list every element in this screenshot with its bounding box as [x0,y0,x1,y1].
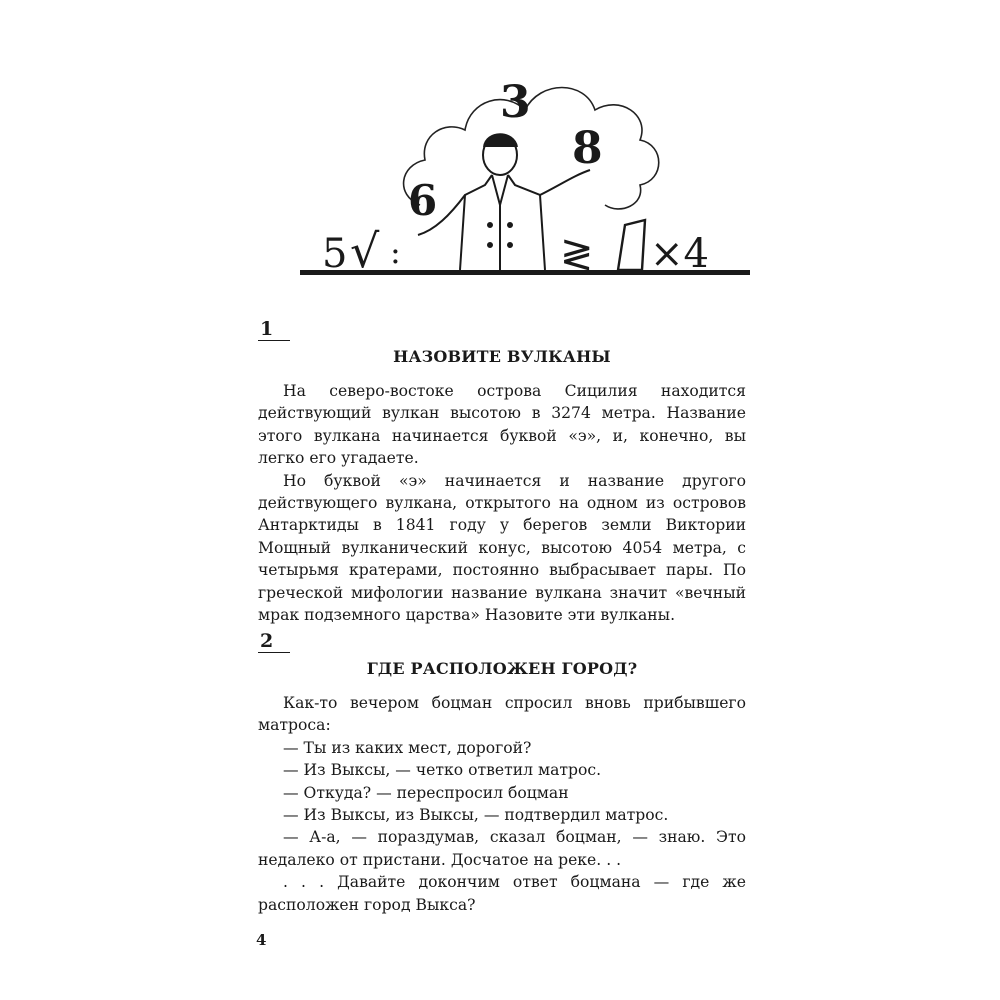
paragraph: — Из Выксы, из Выксы, — подтвердил матрос. [283,806,669,825]
paragraph: — А-а, — пораздумав, сказал боцман, — знаю. Это недалеко от пристани. Досчатое на реке. . . [258,828,746,869]
glyph-colon: : [390,233,401,271]
glyph-five: 5 [322,231,348,277]
section-title: НАЗОВИТЕ ВУЛКАНЫ [393,347,611,366]
paragraph: Но буквой «э» начинается и название другого действующего вулкана, открытого на одном из островов Антарктиды в 1841 году у берегов земли Виктории Мощный вулканический конус, высотою 4054 метра, с четырьмя кратерами, постоянно выбрасывает пары. По греческой мифологии название вулкана значит «вечный мрак подземного царства» Назовите эти вулканы. [258,471,746,625]
glyph-six: 6 [408,176,438,225]
section-1 [258,318,746,626]
paragraph: — Откуда? — переспросил боцман [283,783,569,802]
section-number: 2 [258,630,290,653]
section-title: ГДЕ РАСПОЛОЖЕН ГОРОД? [366,659,638,678]
paragraph: . . . Давайте докончим ответ боцмана — где же расположен город Выкса? [258,873,746,914]
scroll-pillar [618,220,645,270]
glyph-approx: ≷ [560,231,594,277]
header-illustration [300,55,750,285]
paragraph: — Ты из каких мест, дорогой? [283,738,532,757]
paragraph: Как-то вечером боцман спросил вновь прибывшего матроса: [258,694,746,735]
paragraph: На северо-востоке острова Сицилия находится действующий вулкан высотою в 3274 метра. Название этого вулкана начинается буквой «э», и, конечно, вы легко его угадаете. [258,382,746,468]
glyph-three: 3 [500,77,531,128]
section-number: 1 [258,318,290,341]
paragraph: — Из Выксы, — четко ответил матрос. [283,761,602,780]
section-2 [258,630,746,916]
glyph-times-four: ×4 [650,231,709,277]
page-number: 4 [256,931,267,949]
glyph-eight: 8 [572,123,603,174]
glyph-root: √ [350,224,380,278]
